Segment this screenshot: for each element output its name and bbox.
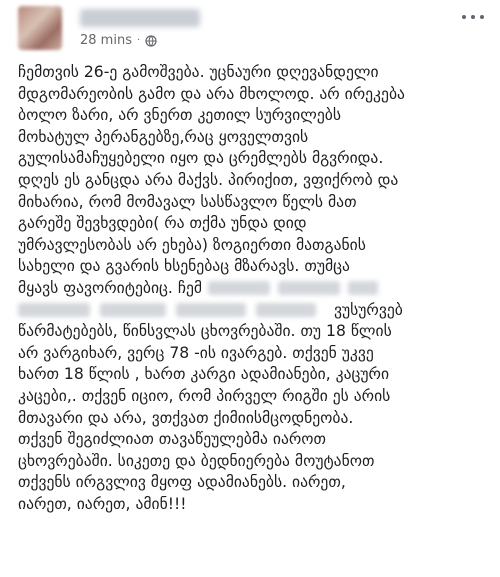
- redacted-name: [100, 303, 166, 317]
- redacted-name: [18, 303, 90, 317]
- profile-avatar[interactable]: [18, 6, 62, 50]
- post-line: [18, 278, 488, 300]
- meta-separator: ·: [136, 35, 141, 46]
- post-meta: [80, 33, 157, 48]
- post-line: ცხოვრებაში. სიკეთე და ბედნიერება მოუტანოთ: [18, 451, 375, 470]
- post-line: ბოლო ზარი, არ ვნერთ კეთილ სურვილებს: [18, 106, 341, 125]
- redacted-name: [208, 281, 270, 295]
- more-options-icon[interactable]: [462, 10, 484, 24]
- post-line: არ ვარგიხარ, ვერც 78 -ის ივარგებ. თქვენ უკვე: [18, 343, 374, 362]
- post-line: სახელი და გვარის ხსენებაც მზარავს. თუმცა: [18, 257, 350, 276]
- redacted-name: [348, 281, 378, 295]
- post-line: მოხატულ პერანგებზე,რაც ყოველთვის: [18, 127, 309, 146]
- post-line: მთავარი და არა, ვთქვათ ქიმიისმცოდნეობა.: [18, 408, 354, 427]
- globe-icon: [145, 35, 157, 47]
- post-timestamp[interactable]: 28 mins: [80, 33, 132, 48]
- post-line: იარეთ, იარეთ, ამინ!!!: [18, 494, 187, 513]
- post-line: უმრავლესობას არ ეხება) ზოგიერთი მათგანის: [18, 235, 366, 254]
- author-name-redacted[interactable]: [80, 9, 200, 27]
- post-line: ხართ 18 წლის , ხართ კარგი ადამიანები, კაცური: [18, 365, 390, 384]
- post-body: [18, 62, 488, 515]
- post-line: ჩემთვის 26-ე გამოშვება. უცნაური დღევანდელი: [18, 63, 379, 81]
- post-line-text: ვუსურვებ: [334, 300, 403, 319]
- redacted-name: [256, 303, 316, 317]
- post-line: დღეს ეს განცდა არა მაქვს. პირიქით, ვფიქრობ და: [18, 170, 399, 189]
- redacted-name: [176, 303, 246, 317]
- post-line-text: მყავს ფავორიტებიც. ჩემ: [18, 278, 203, 297]
- post-line: თქვენს ირგვლივ მყოფ ადამიანებს. იარეთ,: [18, 473, 346, 492]
- post-line: მიხარია, რომ მომავალ სასწავლო წელს მათ: [18, 192, 357, 211]
- post-line: გულისამაჩუყებელი იყო და ცრემლებს მგვრიდა.: [18, 149, 384, 168]
- redacted-name: [278, 281, 340, 295]
- post-line: [18, 300, 488, 322]
- post-line: მდგომარეობის გამო და არა მხოლოდ. არ ირეკება: [18, 84, 405, 103]
- post-line: წარმატებებს, წინსვლას ცხოვრებაში. თუ 18 წლის: [18, 322, 392, 341]
- post-header: [0, 0, 500, 60]
- post-line: გარეშე შევხვდები( რა თქმა უნდა დიდ: [18, 214, 307, 233]
- post-line: კაცები,. თქვენ იციო, რომ პირველ რიგში ეს არის: [18, 386, 391, 405]
- post-line: თქვენ შეგიძლიათ თავაწეულებმა იაროთ: [18, 430, 327, 449]
